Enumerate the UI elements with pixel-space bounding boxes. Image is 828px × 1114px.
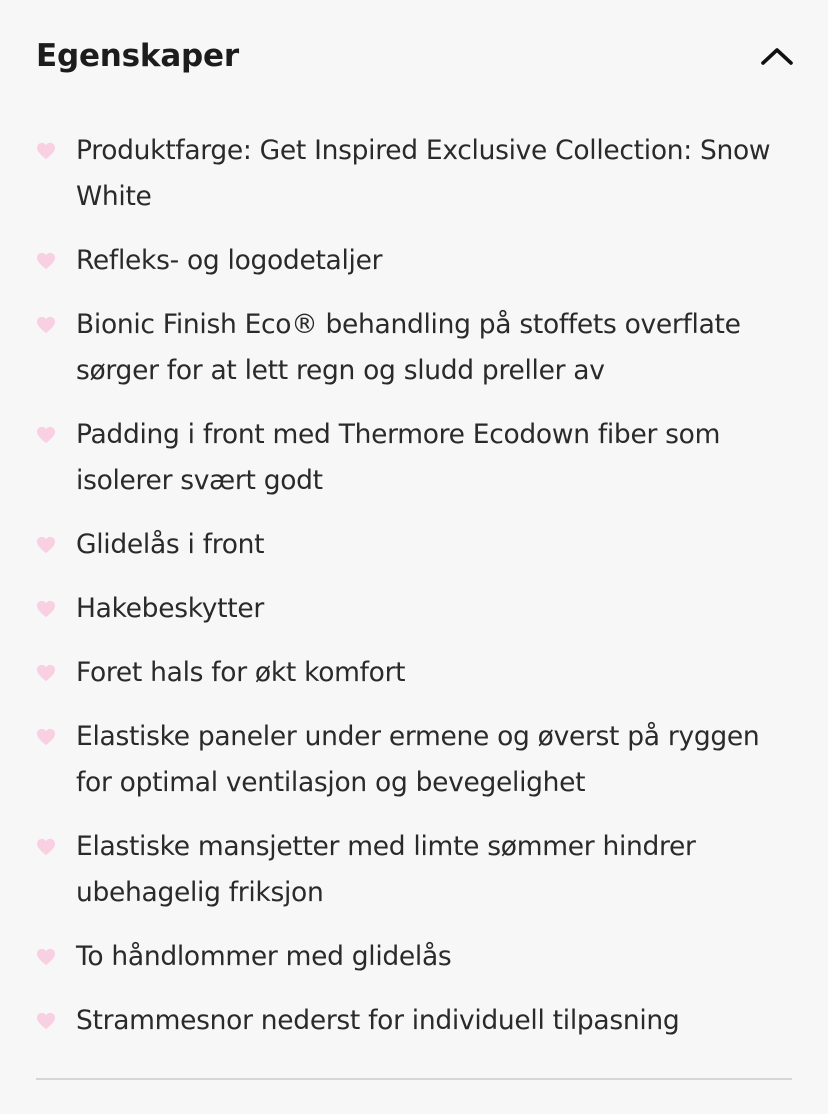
list-item [36, 302, 796, 394]
heart-icon [36, 302, 76, 348]
heart-icon [36, 998, 76, 1044]
heart-icon [36, 650, 76, 696]
section-divider [36, 1078, 792, 1080]
list-item-text: Strammesnor nederst for individuell tilpasning [76, 1005, 680, 1036]
list-item-text: Glidelås i front [76, 529, 265, 560]
heart-icon [36, 934, 76, 980]
list-item-text: Foret hals for økt komfort [76, 657, 406, 688]
list-item [36, 586, 796, 632]
list-item-text: Padding i front med Thermore Ecodown fiber som isolerer svært godt [76, 419, 721, 496]
list-item-text: Elastiske mansjetter med limte sømmer hindrer ubehagelig friksjon [76, 831, 696, 908]
heart-icon [36, 586, 76, 632]
list-item [36, 128, 796, 220]
heart-icon [36, 522, 76, 568]
list-item [36, 824, 796, 916]
collapse-toggle-button[interactable] [756, 35, 798, 77]
chevron-up-icon [760, 46, 794, 66]
list-item [36, 714, 796, 806]
list-item [36, 998, 796, 1044]
section-title: Egenskaper [36, 38, 239, 74]
list-item [36, 650, 796, 696]
section-header[interactable] [36, 34, 792, 78]
heart-icon [36, 824, 76, 870]
features-list [36, 128, 796, 1062]
list-item [36, 238, 796, 284]
list-item-text: Refleks- og logodetaljer [76, 245, 383, 276]
list-item-text: To håndlommer med glidelås [76, 941, 452, 972]
heart-icon [36, 238, 76, 284]
heart-icon [36, 128, 76, 174]
list-item-text: Produktfarge: Get Inspired Exclusive Collection: Snow White [76, 135, 771, 212]
heart-icon [36, 412, 76, 458]
list-item-text: Bionic Finish Eco® behandling på stoffets overflate sørger for at lett regn og sludd preller av [76, 309, 741, 386]
list-item-text: Hakebeskytter [76, 593, 264, 624]
list-item [36, 412, 796, 504]
heart-icon [36, 714, 76, 760]
list-item-text: Elastiske paneler under ermene og øverst på ryggen for optimal ventilasjon og bevegelighet [76, 721, 760, 798]
list-item [36, 522, 796, 568]
list-item [36, 934, 796, 980]
